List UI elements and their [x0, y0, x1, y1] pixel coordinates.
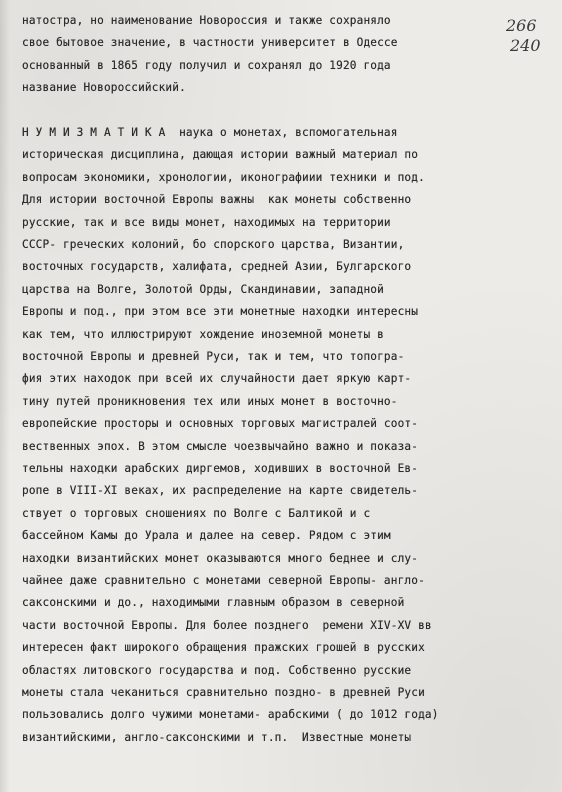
text-line: основанный в 1865 году получил и сохранял до 1920 года: [22, 58, 391, 72]
text-line: русские, так и все виды монет, находимых на территории: [22, 215, 391, 229]
text-line: свое бытовое значение, в частности университет в Одессе: [22, 36, 398, 50]
text-line: бассейном Камы до Урала и далее на север. Рядом с этим: [22, 529, 391, 543]
text-line: царства на Волге, Золотой Орды, Скандинавии, западной: [22, 282, 384, 296]
text-line: восточных государств, халифата, средней Азии, Булгарского: [22, 260, 412, 274]
text-line: восточной Европы и древней Руси, так и тем, что топогра-: [22, 350, 405, 363]
handwritten-page-number-bottom: 240: [510, 36, 541, 55]
text-line: Для истории восточной Европы важны как монеты собственно: [22, 193, 412, 207]
text-line: чайнее даже сравнительно с монетами северной Европы- англо-: [22, 574, 425, 587]
text-line: европейские просторы и основных торговых магистралей соот-: [22, 417, 419, 431]
text-line: ствует о торговых сношениях по Волге с Балтикой и с: [22, 506, 371, 520]
text-line: тину путей проникновения тех или иных монет в восточно-: [22, 394, 398, 408]
page-edge-shadow: [0, 0, 10, 792]
text-line: части восточной Европы. Для более позднего ремени XIV-XV вв: [22, 618, 432, 632]
text-line: саксонскими и до., находимыми главным образом в северной: [22, 596, 405, 610]
text-line: Европы и под., при этом все эти монетные находки интересны: [22, 305, 419, 319]
text-line: натостра, но наименование Новороссия и также сохраняло: [22, 14, 391, 27]
text-line: как тем, что иллюстрируют хождение иноземной монеты в: [22, 327, 384, 341]
text-line: областях литовского государства и под. Собственно русские: [22, 663, 412, 677]
text-line: монеты стала чеканиться сравнительно поздно- в древней Руси: [22, 686, 425, 699]
text-line: византийскими, англо-саксонскими и т.п. Известные монеты: [22, 730, 412, 744]
text-line: историческая дисциплина, дающая истории важный материал по: [22, 148, 419, 162]
text-line: находки византийских монет оказываются много беднее и слу-: [22, 551, 419, 565]
handwritten-page-number: [504, 18, 548, 62]
text-line: вественных эпох. В этом смысле чоезвычайно важно и показа-: [22, 439, 419, 453]
text-line: название Новороссийский.: [22, 81, 186, 95]
text-line: пользовались долго чужими монетами- арабскими ( до 1012 года): [22, 708, 439, 722]
text-line: вопросам экономики, хронологии, иконографиии техники и под.: [22, 170, 425, 184]
text-line: ропе в VIII-XI веках, их распределение на карте свидетель-: [22, 484, 419, 498]
text-line: Н У М И З М А Т И К А наука о монетах, вспомогательная: [22, 126, 398, 139]
text-line: фия этих находок при всей их случайности дает яркую карт-: [22, 372, 412, 386]
text-line: СССР- греческих колоний, бо спорского царства, Византии,: [22, 238, 405, 251]
text-line: интересен факт широкого обращения пражских грошей в русских: [22, 641, 425, 655]
text-line: тельны находки арабских диргемов, ходивших в восточной Ев-: [22, 462, 419, 475]
handwritten-page-number-top: 266: [506, 16, 537, 35]
